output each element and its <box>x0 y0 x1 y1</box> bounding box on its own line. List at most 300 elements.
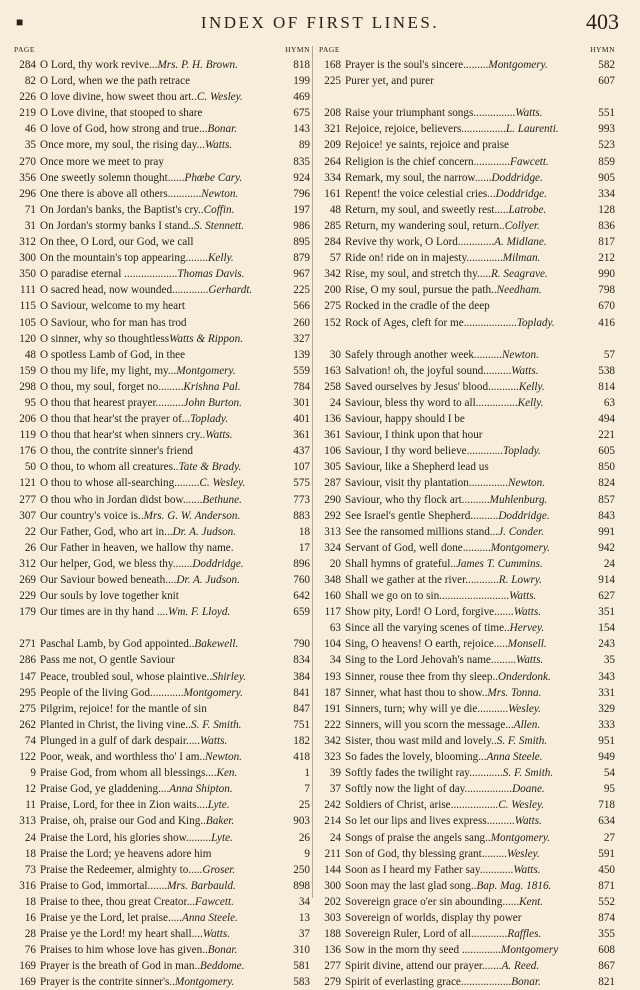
first-line-text: People of the living God............ <box>40 686 184 699</box>
page-ref: 71 <box>24 203 36 216</box>
index-entry <box>14 202 316 218</box>
index-entry <box>319 427 621 443</box>
index-entry <box>319 250 621 266</box>
hymn-number: 437 <box>293 445 310 458</box>
hymn-number: 331 <box>598 686 615 699</box>
author: Watts. <box>509 590 537 603</box>
first-line <box>40 73 284 89</box>
page-number: 403 <box>586 9 619 34</box>
hymn-number: 351 <box>598 606 615 619</box>
index-entry <box>319 765 621 781</box>
index-entry <box>319 540 621 556</box>
author: Doddridge. <box>491 171 543 184</box>
author: Montgomery <box>501 944 559 957</box>
hymn-number: 494 <box>598 413 615 426</box>
page-ref: 286 <box>19 654 36 667</box>
author: Needham. <box>496 284 542 297</box>
first-line-text: O thou, the contrite sinner's friend <box>40 445 194 458</box>
hymn-number: 751 <box>293 718 310 731</box>
hymn-number: 199 <box>293 75 310 88</box>
page-ref: 209 <box>324 139 341 152</box>
page-ref: 46 <box>24 123 36 136</box>
first-line-text: Purer yet, and purer <box>345 75 434 88</box>
first-line <box>40 298 284 314</box>
hymn-number: 384 <box>293 670 310 683</box>
page-ref: 307 <box>19 509 36 522</box>
first-line-text: O thou that hearest prayer.......... <box>40 396 184 409</box>
author: Latrobe. <box>508 203 547 216</box>
page-ref: 300 <box>324 879 341 892</box>
author: Watts. <box>516 654 544 667</box>
first-line-text: Sing, O heavens! O earth, rejoice..... <box>345 638 508 651</box>
index-entry <box>14 73 316 89</box>
first-line-text: Sow in the morn thy seed .............. <box>345 944 501 957</box>
first-line <box>345 765 589 781</box>
index-entry <box>14 588 316 604</box>
page-ref: 11 <box>25 799 36 812</box>
author: C. Wesley. <box>199 477 246 490</box>
author: Watts. <box>515 107 543 120</box>
first-line-text: So let our lips and lives express.......... <box>345 815 515 828</box>
page-ref: 321 <box>324 123 341 136</box>
first-line-text: Spirit divine, attend our prayer....... <box>345 960 502 973</box>
index-entry <box>14 379 316 395</box>
hymn-number: 670 <box>598 300 615 313</box>
first-line <box>345 347 589 363</box>
first-line-text: Our souls by love together knit <box>40 590 179 603</box>
first-line-text: Sinners, will you scorn the message... <box>345 718 514 731</box>
first-line-text: Our times are in thy hand .... <box>40 606 169 619</box>
first-line <box>40 475 284 491</box>
author: Kent. <box>519 895 544 908</box>
index-entry <box>319 186 621 202</box>
first-line <box>40 910 284 926</box>
index-entry <box>14 170 316 186</box>
first-line-text: O Lord, when we the path retrace <box>40 75 191 88</box>
column-header <box>319 45 621 57</box>
section-gap <box>319 331 621 347</box>
index-entry <box>319 298 621 314</box>
first-line-text: Repent! the voice celestial cries... <box>345 187 496 200</box>
first-line <box>40 250 284 266</box>
hymn-number: 760 <box>293 574 310 586</box>
first-line <box>40 443 284 459</box>
first-line <box>40 492 284 508</box>
author: Hervey. <box>509 622 545 635</box>
author: Mrs. Barbauld. <box>167 879 236 892</box>
index-entry <box>14 154 316 170</box>
first-line <box>345 298 589 314</box>
index-entry <box>319 492 621 508</box>
page-column-label: PAGE <box>319 45 340 54</box>
section-gap <box>14 620 316 636</box>
page-ref: 119 <box>19 429 36 442</box>
hymn-number: 850 <box>598 461 615 474</box>
first-line-text: Rejoice! ye saints, rejoice and praise <box>345 139 510 152</box>
page-ref: 18 <box>24 895 36 908</box>
hymn-number: 361 <box>293 429 310 442</box>
author: Mrs. G. W. Anderson. <box>143 509 241 522</box>
hymn-number: 566 <box>293 300 310 313</box>
hymn-number: 879 <box>293 252 310 265</box>
first-line-text: Prayer is the breath of God in man.. <box>40 960 201 973</box>
author: Doddridge. <box>495 187 547 200</box>
index-entry <box>14 942 316 958</box>
first-line <box>40 926 284 942</box>
page-ref: 111 <box>20 284 36 297</box>
first-line-text: O love divine, how sweet thou art.. <box>40 91 197 104</box>
first-line <box>345 878 589 894</box>
index-entry <box>14 89 316 105</box>
page-ref: 324 <box>324 541 341 554</box>
author: Ken. <box>216 767 238 780</box>
index-entry <box>14 427 316 443</box>
first-line-text: Sinners, turn; why will ye die........... <box>345 702 509 715</box>
page-ref: 34 <box>329 654 341 667</box>
first-line <box>345 669 589 685</box>
first-line-text: O Saviour, welcome to my heart <box>40 300 185 313</box>
hymn-number: 773 <box>293 493 310 506</box>
page-ref: 222 <box>324 718 341 731</box>
page-ref: 342 <box>324 268 341 281</box>
page-ref: 290 <box>324 493 341 506</box>
first-line-text: Rock of Ages, cleft for me................... <box>345 316 517 329</box>
first-line <box>345 781 589 797</box>
first-line <box>40 105 284 121</box>
page-ref: 323 <box>324 751 341 764</box>
author: Fawcett. <box>195 895 234 908</box>
hymn-number: 798 <box>598 284 615 297</box>
first-line-text: O sinner, why so thoughtless <box>40 332 170 345</box>
author: Newton. <box>508 477 545 490</box>
hymn-number: 260 <box>293 316 310 329</box>
first-line <box>40 137 284 153</box>
first-line-text: Sister, thou wast mild and lovely.. <box>345 734 497 747</box>
first-line-text: Softly now the light of day................. <box>345 783 513 796</box>
page-ref: 168 <box>324 59 341 71</box>
hymn-number: 54 <box>603 767 615 780</box>
first-line <box>345 846 589 862</box>
author: Toplady. <box>516 316 555 329</box>
first-line <box>40 862 284 878</box>
author: Collyer. <box>504 219 540 232</box>
hymn-number: 37 <box>298 928 310 941</box>
index-entry <box>319 363 621 379</box>
first-line <box>40 282 284 298</box>
first-line <box>345 540 589 556</box>
index-entry <box>319 926 621 942</box>
page-ref: 169 <box>19 960 36 973</box>
index-entry <box>14 508 316 524</box>
first-line <box>40 652 284 668</box>
first-line <box>345 186 589 202</box>
first-line-text: Praise ye the Lord, let praise..... <box>40 911 182 924</box>
index-entry <box>14 894 316 910</box>
index-entry <box>319 846 621 862</box>
hymn-number: 784 <box>293 380 310 393</box>
index-entry <box>14 733 316 749</box>
first-line-text: Softly fades the twilight ray............ <box>345 767 503 780</box>
first-line <box>345 652 589 668</box>
hymn-number: 355 <box>598 928 615 941</box>
page-ref: 225 <box>324 75 341 88</box>
hymn-number: 243 <box>598 638 615 651</box>
author: J. Conder. <box>498 525 544 538</box>
first-line <box>345 749 589 765</box>
first-line <box>40 347 284 363</box>
column-header <box>14 45 316 57</box>
hymn-number: 608 <box>598 944 615 957</box>
first-line-text: Praise to God, immortal....... <box>40 879 168 892</box>
author: Montgomery. <box>183 686 243 699</box>
first-line-text: Shall hymns of grateful.. <box>345 557 456 570</box>
first-line <box>40 234 284 250</box>
first-line <box>345 508 589 524</box>
index-entry <box>14 250 316 266</box>
first-line <box>40 878 284 894</box>
first-line-text: O thou, to whom all creatures.. <box>40 461 179 474</box>
page-ref: 187 <box>324 686 341 699</box>
first-line-text: Soldiers of Christ, arise................. <box>345 799 499 812</box>
first-line-text: O paradise eternal ................... <box>40 268 178 281</box>
index-entry <box>319 797 621 813</box>
first-line-text: Sovereign of worlds, display thy power <box>345 911 522 924</box>
index-entry <box>319 588 621 604</box>
index-entry <box>14 395 316 411</box>
author: Montgomery. <box>490 541 551 554</box>
first-line-text: Salvation! oh, the joyful sound.......... <box>345 364 512 377</box>
index-entry <box>319 652 621 668</box>
hymn-number: 607 <box>598 75 615 88</box>
author: Bonar. <box>207 944 238 957</box>
first-line-text: Rise, my soul, and stretch thy..... <box>345 268 491 281</box>
hymn-number: 329 <box>598 702 615 715</box>
author: Watts. <box>514 815 542 828</box>
index-entry <box>14 926 316 942</box>
index-entry <box>319 57 621 73</box>
first-line <box>40 331 284 347</box>
author: Watts. <box>513 863 541 876</box>
page-ref: 63 <box>329 622 341 635</box>
first-line <box>40 701 284 717</box>
first-line <box>40 57 284 73</box>
first-line-text: One there is above all others............ <box>40 187 202 200</box>
hymn-number: 552 <box>598 895 615 908</box>
hymn-number: 418 <box>293 751 310 764</box>
hymn-number: 990 <box>598 268 615 281</box>
first-line-text: Soon as I heard my Father say............ <box>345 863 514 876</box>
hymn-number: 843 <box>598 509 615 522</box>
index-entry <box>319 813 621 829</box>
first-line-text: Praise ye the Lord! my heart shall.... <box>40 928 203 941</box>
author: Wm. F. Lloyd. <box>168 606 231 619</box>
page-ref: 147 <box>19 670 36 683</box>
index-entry <box>319 733 621 749</box>
first-line-text: Poor, weak, and worthless tho' I am.. <box>40 751 205 764</box>
first-line <box>40 846 284 862</box>
author: Watts. <box>511 364 539 377</box>
first-line <box>345 315 589 331</box>
first-line-text: O Saviour, who for man has trod <box>40 316 187 329</box>
first-line-text: O thou that hear'st the prayer of... <box>40 413 191 426</box>
first-line <box>345 73 589 89</box>
first-line <box>345 797 589 813</box>
hymn-number: 182 <box>293 734 310 747</box>
first-line <box>345 154 589 170</box>
hymn-number: 575 <box>293 477 310 490</box>
first-line <box>40 379 284 395</box>
index-entry <box>14 459 316 475</box>
author: Montgomery. <box>488 59 548 71</box>
index-entry <box>14 57 316 73</box>
first-line <box>345 862 589 878</box>
hymn-number: 790 <box>293 638 310 651</box>
first-line-text: Our Father, God, who art in... <box>40 525 173 538</box>
first-line <box>40 186 284 202</box>
hymn-number: 128 <box>598 203 615 216</box>
first-line <box>40 669 284 685</box>
index-entry <box>14 105 316 121</box>
first-line-text: Praise, Lord, for thee in Zion waits.... <box>40 799 208 812</box>
author: Fawcett. <box>509 155 549 168</box>
left-column <box>14 45 316 990</box>
first-line-text: One sweetly solemn thought...... <box>40 171 185 184</box>
index-entry <box>319 218 621 234</box>
first-line <box>40 958 284 974</box>
page-ref: 342 <box>324 734 341 747</box>
hymn-column-label: HYMN <box>590 45 615 54</box>
first-line-text: Praise God, from whom all blessings.... <box>40 767 217 780</box>
author: S. F. Smith. <box>502 767 554 780</box>
first-line-text: Praise to thee, thou great Creator... <box>40 895 196 908</box>
first-line-text: Since all the varying scenes of time.. <box>345 622 510 635</box>
first-line <box>40 733 284 749</box>
hymn-number: 24 <box>603 557 615 570</box>
hymn-number: 559 <box>293 364 310 377</box>
page-ref: 24 <box>329 831 341 844</box>
first-line-text: Sinner, rouse thee from thy sleep.. <box>345 670 499 683</box>
first-line-text: On Jordan's stormy banks I stand.. <box>40 219 194 232</box>
first-line <box>345 266 589 282</box>
author: Watts. <box>513 606 541 619</box>
index-entry <box>14 298 316 314</box>
author: Wesley. <box>506 847 540 860</box>
index-entry <box>319 443 621 459</box>
first-line <box>40 781 284 797</box>
first-line-text: Raise your triumphant songs............... <box>345 107 516 120</box>
hymn-number: 883 <box>293 509 310 522</box>
index-entry <box>319 685 621 701</box>
hymn-number: 310 <box>293 944 310 957</box>
hymn-number: 949 <box>598 751 615 764</box>
author: Monsell. <box>507 638 547 651</box>
hymn-number: 107 <box>293 461 310 474</box>
page-ref: 30 <box>329 348 341 361</box>
author: Groser. <box>202 863 236 876</box>
page-ref: 285 <box>324 219 341 232</box>
first-line-text: Our Saviour bowed beneath.... <box>40 574 177 586</box>
hymn-number: 401 <box>293 413 310 426</box>
first-line <box>345 636 589 652</box>
first-line-text: Sovereign Ruler, Lord of all............. <box>345 928 508 941</box>
first-line-text: Pilgrim, rejoice! for the mantle of sin <box>40 702 207 715</box>
page-ref: 136 <box>324 944 341 957</box>
first-line <box>345 427 589 443</box>
first-line <box>345 830 589 846</box>
page-ref: 169 <box>19 976 36 989</box>
first-line <box>40 894 284 910</box>
page-ref: 262 <box>19 718 36 731</box>
index-entry <box>319 508 621 524</box>
first-line <box>345 379 589 395</box>
index-entry <box>14 797 316 813</box>
first-line-text: Praise the Lord, his glories show......... <box>40 831 212 844</box>
index-entry <box>319 170 621 186</box>
author: Bonar. <box>511 976 541 989</box>
author: Toplady. <box>190 413 229 426</box>
author: Montgomery. <box>175 976 235 989</box>
first-line-text: Shall we go on to sin......................... <box>345 590 510 603</box>
author: L. Laurenti. <box>505 123 559 136</box>
page-ref: 74 <box>24 734 36 747</box>
page-ref: 287 <box>324 477 341 490</box>
author: Watts & Rippon. <box>169 332 244 345</box>
page-header <box>0 0 640 40</box>
first-line-text: Return, my soul, and sweetly rest..... <box>345 203 509 216</box>
hymn-number: 139 <box>293 348 310 361</box>
hymn-number: 34 <box>298 895 310 908</box>
hymn-number: 591 <box>598 847 615 860</box>
first-line <box>40 813 284 829</box>
page-ref: 226 <box>19 91 36 104</box>
page-ref: 295 <box>19 686 36 699</box>
page-ref: 277 <box>19 493 36 506</box>
page-ref: 312 <box>19 236 36 249</box>
index-entry <box>14 717 316 733</box>
page-ref: 115 <box>19 300 36 313</box>
index-entry <box>319 234 621 250</box>
index-entry <box>319 669 621 685</box>
index-entry <box>14 846 316 862</box>
page-ref: 120 <box>19 332 36 345</box>
hymn-number: 212 <box>598 252 615 265</box>
first-line <box>40 797 284 813</box>
hymn-number: 871 <box>598 879 615 892</box>
page-ref: 122 <box>19 751 36 764</box>
first-line-text: Prayer is the soul's sincere......... <box>345 59 489 71</box>
author: Phœbe Cary. <box>184 171 243 184</box>
index-entry <box>319 202 621 218</box>
hymn-number: 581 <box>293 960 310 973</box>
page-ref: 200 <box>324 284 341 297</box>
first-line <box>345 170 589 186</box>
first-line-text: Sing to the Lord Jehovah's name......... <box>345 654 517 667</box>
first-line <box>40 717 284 733</box>
index-entry <box>14 572 316 588</box>
first-line <box>345 105 589 121</box>
first-line-text: On thee, O Lord, our God, we call <box>40 236 194 249</box>
page-ref: 361 <box>324 429 341 442</box>
page-ref: 48 <box>24 348 36 361</box>
first-line <box>40 524 284 540</box>
index-entry <box>319 121 621 137</box>
index-entry <box>14 669 316 685</box>
author: Montgomery. <box>176 364 236 377</box>
index-entry <box>319 974 621 990</box>
author: Watts. <box>202 928 231 941</box>
hymn-number: 874 <box>598 911 615 924</box>
hymn-number: 154 <box>598 622 615 635</box>
